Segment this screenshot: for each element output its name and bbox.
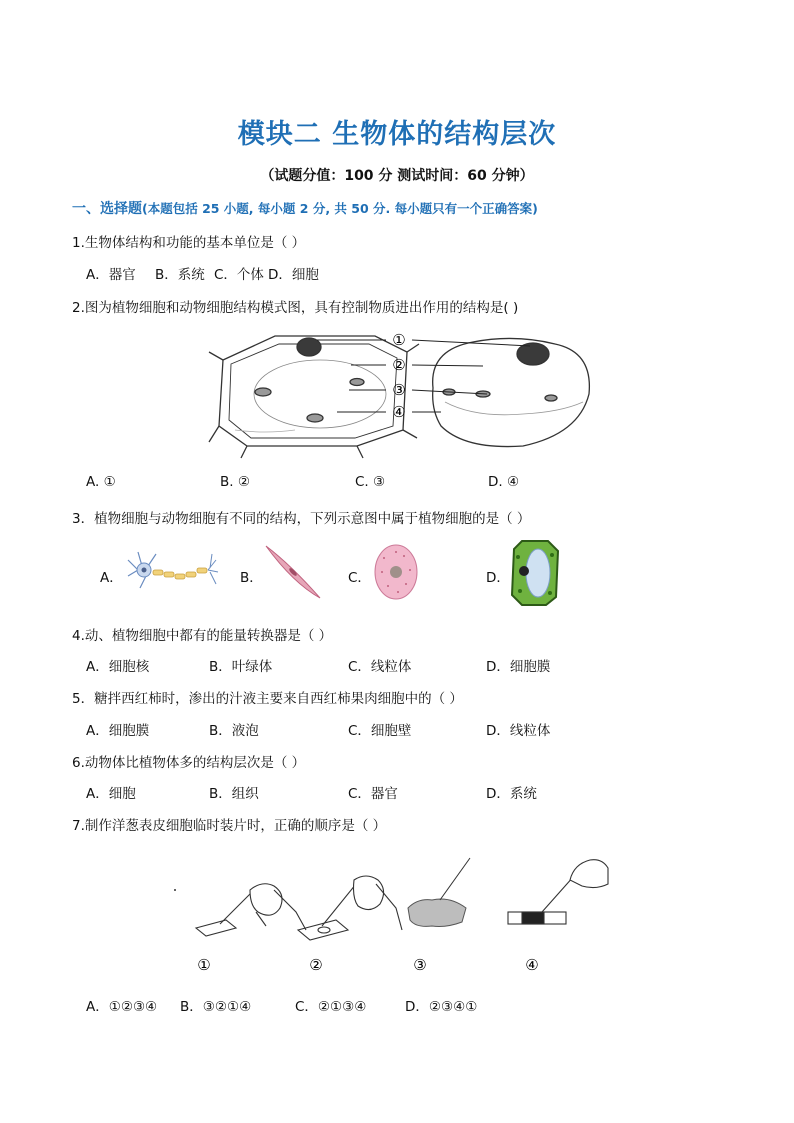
step-label-4: ④ (525, 956, 539, 974)
question-3-option-a[interactable]: A． (100, 570, 123, 586)
question-1-stem: 1.生物体结构和功能的基本单位是（ ） (72, 235, 306, 251)
question-5-option-b[interactable]: B．液泡 (209, 723, 259, 739)
step-4-image (508, 860, 608, 924)
question-3-option-b[interactable]: B． (240, 570, 263, 586)
page-title: 模块二 生物体的结构层次 (237, 119, 557, 150)
question-7-option-b[interactable]: B．③②①④ (180, 999, 252, 1015)
section-label: 一、选择题 (72, 201, 142, 217)
question-2-option-b[interactable]: B. ② (220, 474, 250, 490)
animal-cell-image-c (372, 542, 420, 602)
question-3-option-c[interactable]: C． (348, 570, 371, 586)
question-4-option-a[interactable]: A．细胞核 (86, 659, 150, 675)
exam-subtitle: （试题分值：100 分 测试时间：60 分钟） (260, 168, 534, 184)
question-6-stem: 6.动物体比植物体多的结构层次是（ ） (72, 755, 306, 771)
question-7-stem: 7.制作洋葱表皮细胞临时装片时，正确的顺序是（ ） (72, 818, 387, 834)
question-4-option-d[interactable]: D．细胞膜 (486, 659, 551, 675)
question-3-option-d[interactable]: D． (486, 570, 510, 586)
section-heading (72, 198, 538, 218)
question-4-option-b[interactable]: B．叶绿体 (209, 659, 273, 675)
diagram-label-1: ① (392, 331, 406, 349)
question-6-option-b[interactable]: B．组织 (209, 786, 259, 802)
question-6-option-d[interactable]: D．系统 (486, 786, 537, 802)
step-label-3: ③ (413, 956, 427, 974)
question-4-stem: 4.动、植物细胞中都有的能量转换器是（ ） (72, 628, 333, 644)
question-5-option-a[interactable]: A．细胞膜 (86, 723, 150, 739)
muscle-cell-image (263, 543, 323, 601)
diagram-label-2: ② (392, 356, 406, 374)
question-1-option-b[interactable]: B．系统 (155, 267, 205, 283)
question-2-option-d[interactable]: D. ④ (488, 474, 520, 490)
question-1-option-d[interactable]: D．细胞 (268, 267, 319, 283)
question-7-option-d[interactable]: D．②③④① (405, 999, 478, 1015)
question-6-option-a[interactable]: A．细胞 (86, 786, 136, 802)
question-1-option-a[interactable]: A．器官 (86, 267, 136, 283)
neuron-cell-image (126, 546, 220, 596)
question-4-option-c[interactable]: C．线粒体 (348, 659, 412, 675)
question-6-option-c[interactable]: C．器官 (348, 786, 398, 802)
question-2-stem: 2.图为植物细胞和动物细胞结构模式图，具有控制物质进出作用的结构是( ) (72, 300, 519, 316)
step-2-image (298, 876, 402, 940)
plant-cell-image (209, 336, 419, 458)
step-label-1: ① (197, 956, 211, 974)
plant-animal-cell-diagram (205, 322, 600, 462)
question-2-option-a[interactable]: A. ① (86, 474, 116, 490)
section-note: (本题包括 25 小题, 每小题 2 分, 共 50 分. 每小题只有一个正确答案) (142, 201, 538, 216)
question-5-option-d[interactable]: D．线粒体 (486, 723, 551, 739)
question-2-option-c[interactable]: C. ③ (355, 474, 386, 490)
diagram-label-4: ④ (392, 403, 406, 421)
plant-cell-image-d (510, 539, 560, 607)
question-5-stem: 5．糖拌西红柿时，渗出的汁液主要来自西红柿果肉细胞中的（ ） (72, 691, 463, 707)
step-3-image (408, 858, 470, 927)
question-7-option-a[interactable]: A．①②③④ (86, 999, 158, 1015)
slide-preparation-steps-diagram (170, 850, 620, 980)
question-1-option-c[interactable]: C．个体 (214, 267, 264, 283)
step-label-2: ② (309, 956, 323, 974)
diagram-label-3: ③ (392, 381, 406, 399)
question-5-option-c[interactable]: C．细胞壁 (348, 723, 412, 739)
question-3-stem: 3．植物细胞与动物细胞有不同的结构，下列示意图中属于植物细胞的是（ ） (72, 511, 531, 527)
question-7-option-c[interactable]: C．②①③④ (295, 999, 367, 1015)
step-1-image (196, 884, 306, 936)
